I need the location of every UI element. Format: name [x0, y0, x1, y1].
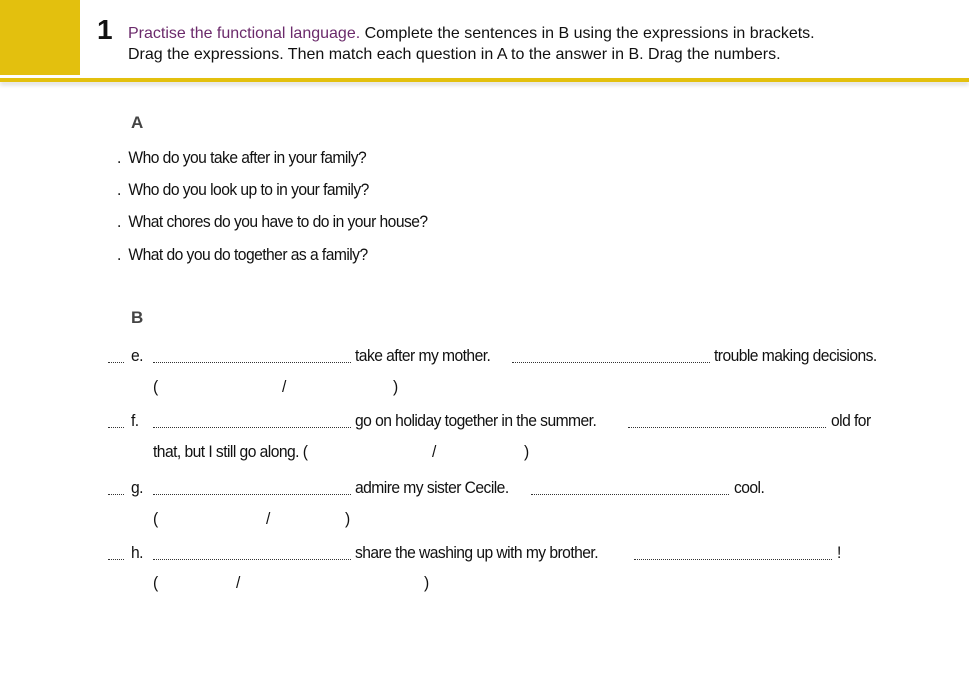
item-text: share the washing up with my brother.: [355, 543, 598, 562]
item-text: take after my mother.: [355, 346, 491, 365]
item-text: old for: [831, 411, 871, 430]
instruction-line-2: Drag the expressions. Then match each question in A to the answer in B. Drag the numbers.: [128, 46, 781, 63]
bracket-close: ): [524, 442, 529, 461]
number-slot[interactable]: .: [117, 180, 121, 199]
header-divider: [0, 78, 969, 82]
answer-number-slot-f[interactable]: [108, 415, 124, 428]
item-text: admire my sister Cecile.: [355, 478, 509, 497]
item-letter-e: e.: [131, 346, 143, 365]
slash: /: [266, 509, 270, 528]
item-letter-h: h.: [131, 543, 143, 562]
answer-number-slot-h[interactable]: [108, 547, 124, 560]
slash: /: [282, 377, 286, 396]
item-letter-g: g.: [131, 478, 143, 497]
item-letter-f: f.: [131, 411, 139, 430]
bracket-close: ): [393, 377, 398, 396]
bracket-close: ): [345, 509, 350, 528]
question-3: . What chores do you have to do in your house?: [117, 212, 428, 231]
gap-g-1[interactable]: [153, 482, 351, 495]
instruction-highlight: Practise the functional language.: [128, 25, 361, 42]
item-text: cool.: [734, 478, 765, 497]
answer-number-slot-g[interactable]: [108, 482, 124, 495]
question-1: . Who do you take after in your family?: [117, 148, 367, 167]
bracket-open: (: [153, 377, 158, 396]
number-slot[interactable]: .: [117, 212, 121, 231]
number-slot[interactable]: .: [117, 148, 121, 167]
gap-g-2[interactable]: [531, 482, 729, 495]
header-color-block: [0, 0, 80, 75]
gap-f-2[interactable]: [628, 415, 826, 428]
slash: /: [236, 573, 240, 592]
section-b-label: B: [131, 308, 144, 327]
gap-e-1[interactable]: [153, 350, 351, 363]
item-text: go on holiday together in the summer.: [355, 411, 597, 430]
gap-e-2[interactable]: [512, 350, 710, 363]
bracket-close: ): [424, 573, 429, 592]
gap-f-1[interactable]: [153, 415, 351, 428]
item-text: that, but I still go along. (: [153, 442, 308, 461]
instruction-line-1: Practise the functional language. Complete the sentences in B using the expressions in brackets.: [128, 25, 815, 42]
bracket-open: (: [153, 573, 158, 592]
bracket-open: (: [153, 509, 158, 528]
slash: /: [432, 442, 436, 461]
question-4: . What do you do together as a family?: [117, 245, 368, 264]
exercise-number: 1: [97, 14, 112, 45]
item-text: !: [837, 543, 841, 562]
answer-number-slot-e[interactable]: [108, 350, 124, 363]
item-text: trouble making decisions.: [714, 346, 877, 365]
question-2: . Who do you look up to in your family?: [117, 180, 369, 199]
number-slot[interactable]: .: [117, 245, 121, 264]
gap-h-2[interactable]: [634, 547, 832, 560]
gap-h-1[interactable]: [153, 547, 351, 560]
section-a-label: A: [131, 113, 144, 132]
